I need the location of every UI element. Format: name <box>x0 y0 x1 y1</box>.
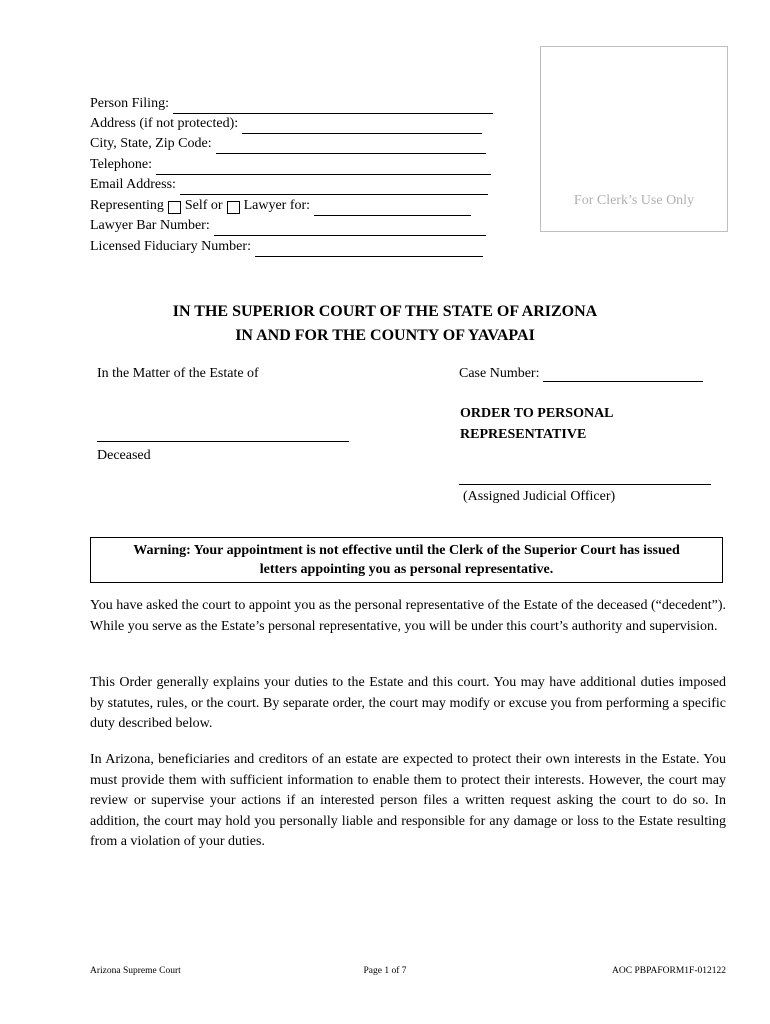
lawyer-checkbox[interactable] <box>227 201 240 214</box>
person-filing-field[interactable] <box>173 99 493 114</box>
address-field[interactable] <box>242 119 482 134</box>
footer-left: Arizona Supreme Court <box>90 966 181 976</box>
clerk-use-label: For Clerk’s Use Only <box>573 193 695 208</box>
self-label: Self or <box>184 198 223 213</box>
email-field[interactable] <box>180 180 488 195</box>
fiduciary-number-label: Licensed Fiduciary Number: <box>90 239 251 254</box>
warning-box <box>90 537 723 583</box>
page-number: Page 1 of 7 <box>363 966 407 976</box>
paragraph-arizona: In Arizona, beneficiaries and creditors of an estate are expected to protect their own interests in the Estate. You must provide them with sufficient information to enable them to protect their interests. However, the court may review or supervise your actions if an interested person files a written request asking the court to do so. In addition, the court may hold you personally liable and responsible for any damage or loss to the Estate resulting from a violation of your duties. <box>90 752 726 849</box>
bar-number-label: Lawyer Bar Number: <box>90 218 210 233</box>
fiduciary-number-row <box>90 237 483 257</box>
person-filing-label: Person Filing: <box>90 96 169 111</box>
representing-row <box>90 196 471 216</box>
case-number-label: Case Number: <box>459 366 540 381</box>
order-title-line1: ORDER TO PERSONAL <box>460 406 614 421</box>
self-checkbox[interactable] <box>168 201 181 214</box>
warning-line2: letters appointing you as personal representative. <box>259 562 554 577</box>
paragraph-duties: This Order generally explains your duties to the Estate and this court. You may have additional duties imposed by statutes, rules, or the court. By separate order, the court may modify or excuse you from performing a specific duty described below. <box>90 675 726 731</box>
case-number-field[interactable] <box>543 367 703 382</box>
court-title-line2: IN AND FOR THE COUNTY OF YAVAPAI <box>235 327 535 344</box>
representing-label: Representing <box>90 198 164 213</box>
telephone-field[interactable] <box>156 160 491 175</box>
city-state-zip-row <box>90 134 486 154</box>
telephone-label: Telephone: <box>90 157 152 172</box>
lawyer-for-label: Lawyer for: <box>243 198 311 213</box>
judicial-officer-label: (Assigned Judicial Officer) <box>463 489 616 504</box>
case-number-row <box>459 366 703 382</box>
address-label: Address (if not protected): <box>90 116 239 131</box>
email-row <box>90 175 488 195</box>
email-label: Email Address: <box>90 177 176 192</box>
judicial-officer-field[interactable] <box>459 470 711 485</box>
city-state-zip-label: City, State, Zip Code: <box>90 136 212 151</box>
order-title-line2: REPRESENTATIVE <box>460 427 587 442</box>
telephone-row <box>90 155 491 175</box>
paragraph-appointment: You have asked the court to appoint you as the personal representative of the Estate of the deceased (“decedent”). While you serve as the Estate’s personal representative, you will be under this court’s authority and supervision. <box>90 598 726 634</box>
bar-number-row <box>90 216 486 236</box>
address-row <box>90 114 482 134</box>
clerk-use-box <box>540 46 728 232</box>
form-code: AOC PBPAFORM1F-012122 <box>612 966 726 976</box>
lawyer-for-field[interactable] <box>314 201 471 216</box>
warning-line1: Warning: Your appointment is not effective until the Clerk of the Superior Court has issued <box>133 543 680 558</box>
bar-number-field[interactable] <box>214 221 486 236</box>
estate-matter-label: In the Matter of the Estate of <box>97 366 259 381</box>
city-state-zip-field[interactable] <box>216 139 486 154</box>
decedent-name-field[interactable] <box>97 427 349 442</box>
fiduciary-number-field[interactable] <box>255 242 483 257</box>
person-filing-row <box>90 94 493 114</box>
court-title-line1: IN THE SUPERIOR COURT OF THE STATE OF ARIZONA <box>172 303 598 320</box>
deceased-label: Deceased <box>97 448 151 463</box>
